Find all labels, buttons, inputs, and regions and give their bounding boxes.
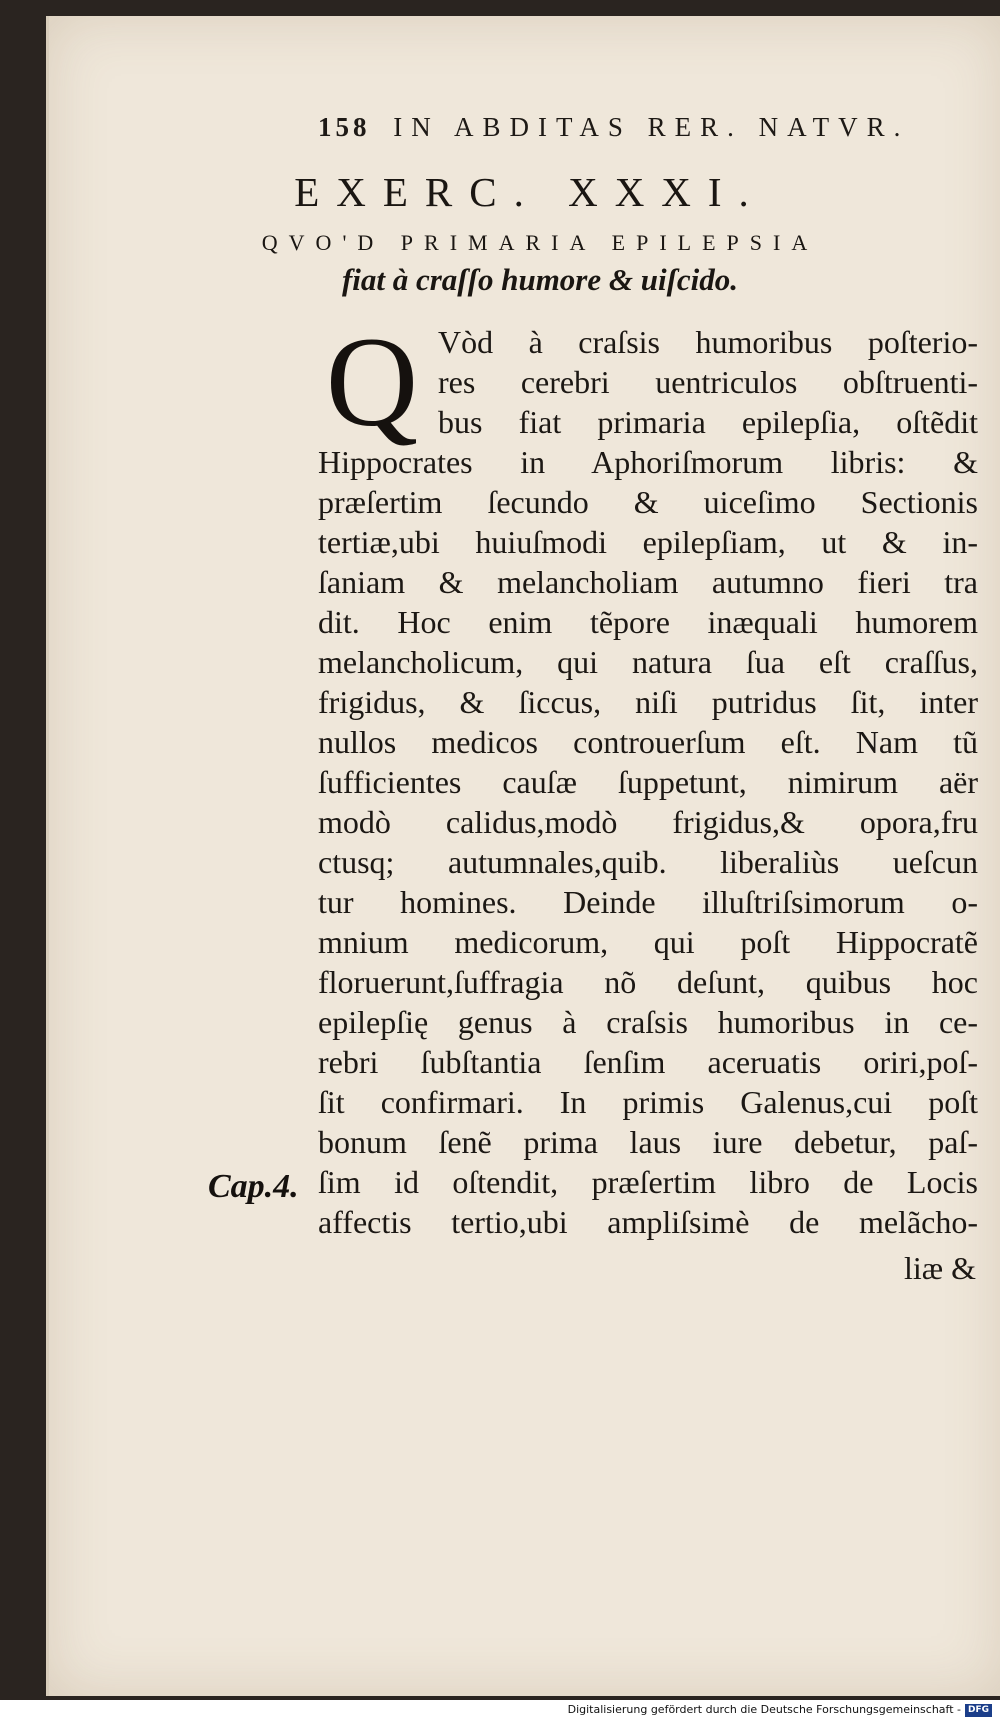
drop-capital: Q — [325, 311, 419, 453]
body-line: rebri ſubſtantia ſenſim aceruatis oriri,poſ- — [318, 1044, 978, 1080]
chapter-subtitle-italic: fiat à craſſo humore & uiſcido. — [341, 262, 739, 297]
body-line: frigidus, & ſiccus, niſi putridus ſit, inter — [318, 684, 978, 720]
chapter-subtitle-caps: QVO'D PRIMARIA EPILEPSIA — [261, 230, 819, 255]
catchword: liæ & — [903, 1250, 976, 1286]
body-text — [318, 311, 978, 1242]
footer-text: Digitalisierung gefördert durch die Deutsche Forschungsgemeinschaft - — [567, 1703, 961, 1716]
footer-credit — [0, 1700, 1000, 1720]
body-line: Vòd à craſsis humoribus poſterio- — [438, 324, 978, 360]
body-line: nullos medicos controuerſum eſt. Nam tũ — [318, 724, 978, 760]
body-line: ctusq; autumnales,quib. liberaliùs ueſcun — [318, 844, 978, 880]
body-line: epilepſię genus à craſsis humoribus in ce- — [318, 1004, 978, 1040]
body-line: ſufficientes cauſæ ſuppetunt, nimirum aër — [318, 764, 978, 800]
body-line: floruerunt,ſuffragia nõ deſunt, quibus hoc — [318, 964, 978, 1000]
exercise-heading: EXERC. XXXI. — [294, 169, 766, 215]
body-line: res cerebri uentriculos obſtruenti- — [438, 364, 978, 400]
body-line: melancholicum, qui natura ſua eſt craſſus, — [318, 644, 978, 680]
body-line: præſertim ſecundo & uiceſimo Sectionis — [318, 484, 978, 520]
page-number: 158 — [318, 112, 371, 142]
running-header — [318, 112, 928, 152]
dfg-logo: DFG — [965, 1704, 992, 1717]
running-title: IN ABDITAS RER. NATVR. — [393, 112, 910, 142]
body-line: ſaniam & melancholiam autumno fieri tra — [318, 564, 978, 600]
body-line: mnium medicorum, qui poſt Hippocratẽ — [318, 924, 978, 960]
body-line: tur homines. Deinde illuſtriſsimorum o- — [318, 884, 978, 920]
body-line: dit. Hoc enim tẽpore inæquali humorem — [318, 604, 978, 640]
body-line: Hippocrates in Aphoriſmorum libris: & — [318, 444, 978, 480]
margin-note: Cap.4. — [208, 1168, 299, 1205]
body-line: bus fiat primaria epilepſia, oſtẽdit — [438, 404, 978, 440]
body-line: ſim id oſtendit, præſertim libro de Locis — [318, 1164, 978, 1200]
body-line: modò calidus,modò frigidus,& opora,fru — [318, 804, 978, 840]
body-line: bonum ſenẽ prima laus iure debetur, paſ- — [318, 1124, 978, 1160]
body-line: ſit confirmari. In primis Galenus,cui poſt — [318, 1084, 978, 1120]
body-line: tertiæ,ubi huiuſmodi epilepſiam, ut & in- — [318, 524, 978, 560]
body-line: affectis tertio,ubi ampliſsimè de melãcho- — [318, 1204, 978, 1240]
